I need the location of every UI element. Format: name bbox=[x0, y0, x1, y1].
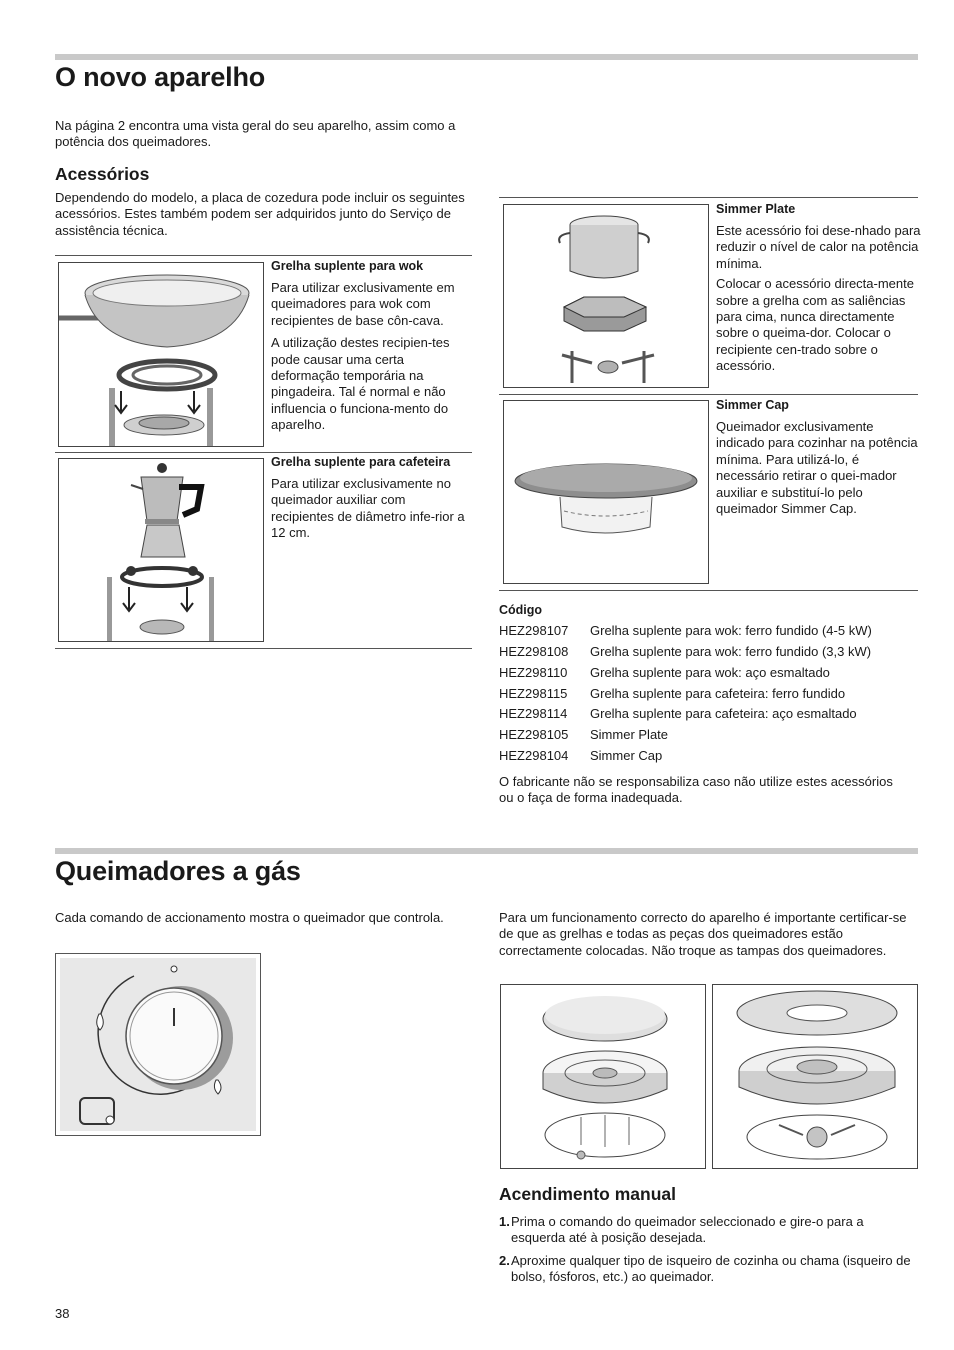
step-item bbox=[499, 1253, 914, 1287]
simmer-cap-text bbox=[716, 397, 921, 517]
code-desc: Grelha suplente para wok: ferro fundido (4-5 kW) bbox=[590, 623, 872, 638]
divider bbox=[499, 590, 918, 591]
codes-heading: Código bbox=[499, 603, 543, 617]
code-desc: Grelha suplente para cafeteira: ferro fundido bbox=[590, 686, 846, 701]
simmer-plate-title: Simmer Plate bbox=[716, 202, 796, 216]
code: HEZ298105 bbox=[499, 727, 569, 742]
burner-parts-illustration bbox=[501, 985, 705, 1168]
simmer-plate-text bbox=[716, 201, 921, 375]
manual-ignition-heading: Acendimento manual bbox=[499, 1184, 676, 1204]
wok-grate-para-1: Para utilizar exclusivamente em queimadores para wok com recipientes de base côn-cava. bbox=[271, 280, 455, 328]
code: HEZ298114 bbox=[499, 706, 568, 721]
burner-parts-figure-left bbox=[500, 984, 706, 1169]
page-number: 38 bbox=[55, 1306, 70, 1321]
code: HEZ298107 bbox=[499, 623, 569, 638]
intro-text: Na página 2 encontra uma vista geral do seu aparelho, assim como a potência dos queimadores. bbox=[55, 118, 456, 150]
step-text: Aproxime qualquer tipo de isqueiro de cozinha ou chama (isqueiro de bolso, fósforos, etc.) ao queimador. bbox=[511, 1253, 911, 1285]
simmer-plate-para-1: Este acessório foi dese-nhado para reduzir o nível de calor na potência mínima. bbox=[716, 223, 921, 271]
coffee-grate-para-1: Para utilizar exclusivamente no queimador auxiliar com recipientes de diâmetro infe-rior a 12 cm. bbox=[271, 476, 465, 541]
step-text: Prima o comando do queimador seleccionado e gire-o para a esquerda até à posição desejada. bbox=[511, 1214, 864, 1246]
accessories-heading: Acessórios bbox=[55, 164, 150, 184]
wok-illustration bbox=[59, 263, 263, 446]
divider bbox=[55, 648, 472, 649]
simmer-cap-illustration bbox=[504, 401, 708, 583]
divider bbox=[499, 197, 918, 198]
step-item bbox=[499, 1214, 914, 1248]
control-knob-figure bbox=[55, 953, 261, 1136]
wok-grate-title: Grelha suplente para wok bbox=[271, 259, 424, 273]
wok-grate-text bbox=[271, 258, 476, 434]
code: HEZ298110 bbox=[499, 665, 568, 680]
burners-right-text: Para um funcionamento correcto do aparelho é importante certificar-se de que as grelhas e todas as peças dos queimadores estão correctamente colocadas. Não troque as tampas dos queimadores. bbox=[499, 910, 907, 958]
code: HEZ298115 bbox=[499, 686, 568, 701]
step-number: 1. bbox=[499, 1214, 510, 1229]
page-title: O novo aparelho bbox=[55, 62, 266, 92]
simmer-plate-illustration bbox=[504, 205, 708, 387]
wok-grate-figure bbox=[58, 262, 264, 447]
divider bbox=[55, 452, 472, 453]
code: HEZ298104 bbox=[499, 748, 569, 763]
simmer-plate-figure bbox=[503, 204, 709, 388]
code-desc: Simmer Cap bbox=[590, 748, 663, 763]
coffee-pot-illustration bbox=[59, 459, 263, 641]
control-knob-illustration bbox=[56, 954, 260, 1135]
code-desc: Simmer Plate bbox=[590, 727, 669, 742]
wok-burner-parts-illustration bbox=[713, 985, 917, 1168]
wok-grate-para-2: A utilização destes recipien-tes pode causar uma certa deformação temporária na pingadeira. Tal é normal e não influencia o funciona-mento do aparelho. bbox=[271, 335, 450, 433]
code: HEZ298108 bbox=[499, 644, 569, 659]
simmer-cap-figure bbox=[503, 400, 709, 584]
divider bbox=[55, 255, 472, 256]
step-number: 2. bbox=[499, 1253, 510, 1268]
divider bbox=[499, 394, 918, 395]
code-desc: Grelha suplente para wok: ferro fundido (3,3 kW) bbox=[590, 644, 872, 659]
disclaimer-text: O fabricante não se responsabiliza caso não utilize estes acessórios ou o faça de forma inadequada. bbox=[499, 774, 893, 806]
simmer-plate-para-2: Colocar o acessório directa-mente sobre a grelha com as saliências para cima, nunca directamente sobre o queima-dor. Colocar o recipiente cen-trado sobre o acessório. bbox=[716, 276, 914, 374]
section-title: Queimadores a gás bbox=[55, 856, 301, 886]
burners-left-text: Cada comando de accionamento mostra o queimador que controla. bbox=[55, 910, 444, 925]
burner-parts-figure-right bbox=[712, 984, 918, 1169]
coffee-grate-text bbox=[271, 454, 471, 542]
coffee-grate-figure bbox=[58, 458, 264, 642]
code-desc: Grelha suplente para cafeteira: aço esmaltado bbox=[590, 706, 857, 721]
coffee-grate-title: Grelha suplente para cafeteira bbox=[271, 455, 451, 469]
code-desc: Grelha suplente para wok: aço esmaltado bbox=[590, 665, 830, 680]
simmer-cap-para-1: Queimador exclusivamente indicado para cozinhar na potência mínima. Para utilizá-lo, é necessário retirar o quei-mador auxiliar e substituí-lo pelo queimador Simmer Cap. bbox=[716, 419, 918, 517]
simmer-cap-title: Simmer Cap bbox=[716, 398, 789, 412]
section-rule bbox=[55, 848, 918, 854]
section-rule-top bbox=[55, 54, 918, 60]
accessories-intro: Dependendo do modelo, a placa de cozedura pode incluir os seguintes acessórios. Estes também podem ser adquiridos junto do Serviço de assistência técnica. bbox=[55, 190, 465, 238]
